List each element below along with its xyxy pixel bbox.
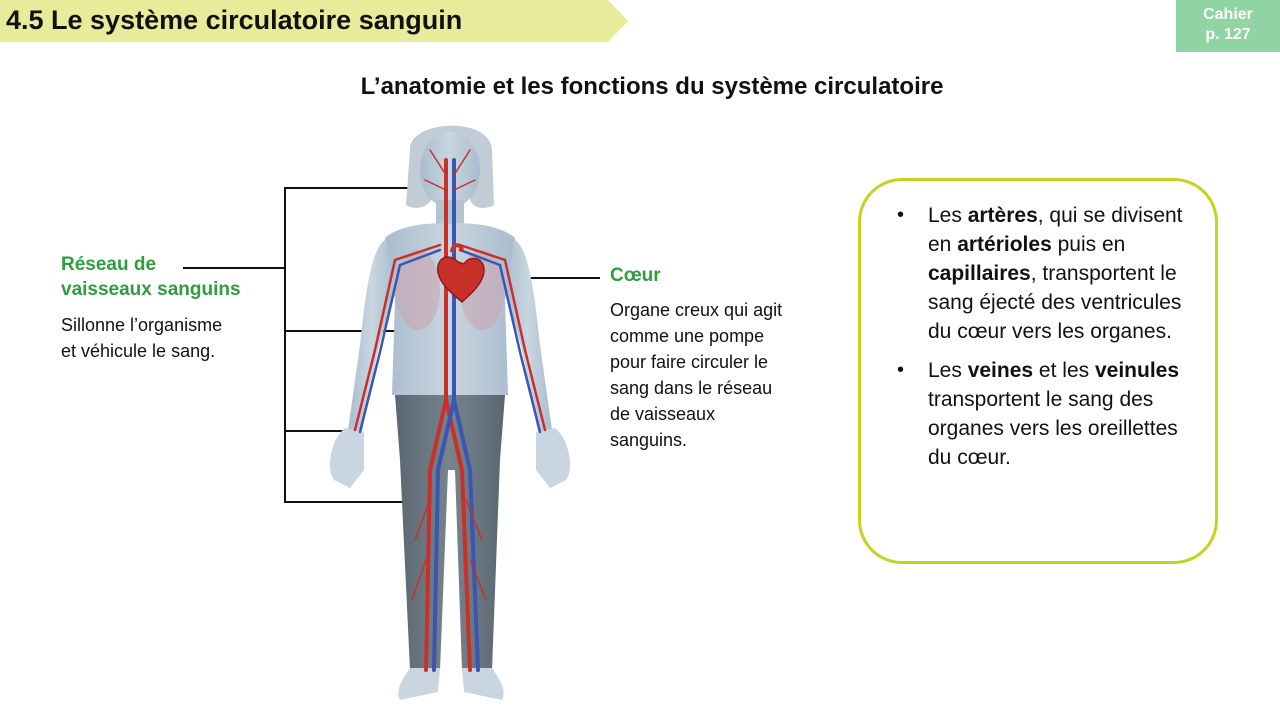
head	[420, 132, 480, 208]
right-lung	[396, 250, 440, 330]
network-label-title: Réseau de vaisseaux sanguins	[61, 254, 241, 300]
cahier-label: Cahier	[1203, 6, 1253, 23]
left-foot	[462, 668, 504, 700]
right-arm	[348, 240, 395, 432]
legs	[395, 395, 505, 670]
cahier-page: p. 127	[1205, 26, 1251, 43]
circulatory-body-illustration	[300, 115, 590, 715]
network-leader-line	[183, 267, 285, 269]
veins-item: • Les veines et les veinules transportent le sang des organes vers les oreillettes du cœur.	[895, 356, 1195, 472]
cahier-tab[interactable]	[1176, 0, 1280, 52]
network-bracket	[284, 187, 286, 503]
arteries-item: • Les artères, qui se divisent en artérioles puis en capillaires, transportent le sang éjecté des ventricules du cœur vers les organes.	[895, 201, 1195, 346]
vessel-info-box	[858, 178, 1218, 564]
network-label-desc: Sillonne l’organisme et véhicule le sang.	[61, 315, 223, 361]
section-title: 4.5 Le système circulatoire sanguin	[6, 5, 463, 35]
vessel-info-list	[895, 201, 1195, 482]
right-hand	[330, 428, 364, 488]
heart-label-desc: Organe creux qui agit comme une pompe pour faire circuler le sang dans le réseau de vaisseaux sanguins.	[610, 300, 783, 450]
right-foot	[398, 668, 440, 700]
page-title: L’anatomie et les fonctions du système circulatoire	[360, 73, 944, 100]
left-hand	[536, 428, 570, 488]
heart-label-title: Cœur	[610, 265, 661, 286]
left-arm	[505, 240, 552, 432]
